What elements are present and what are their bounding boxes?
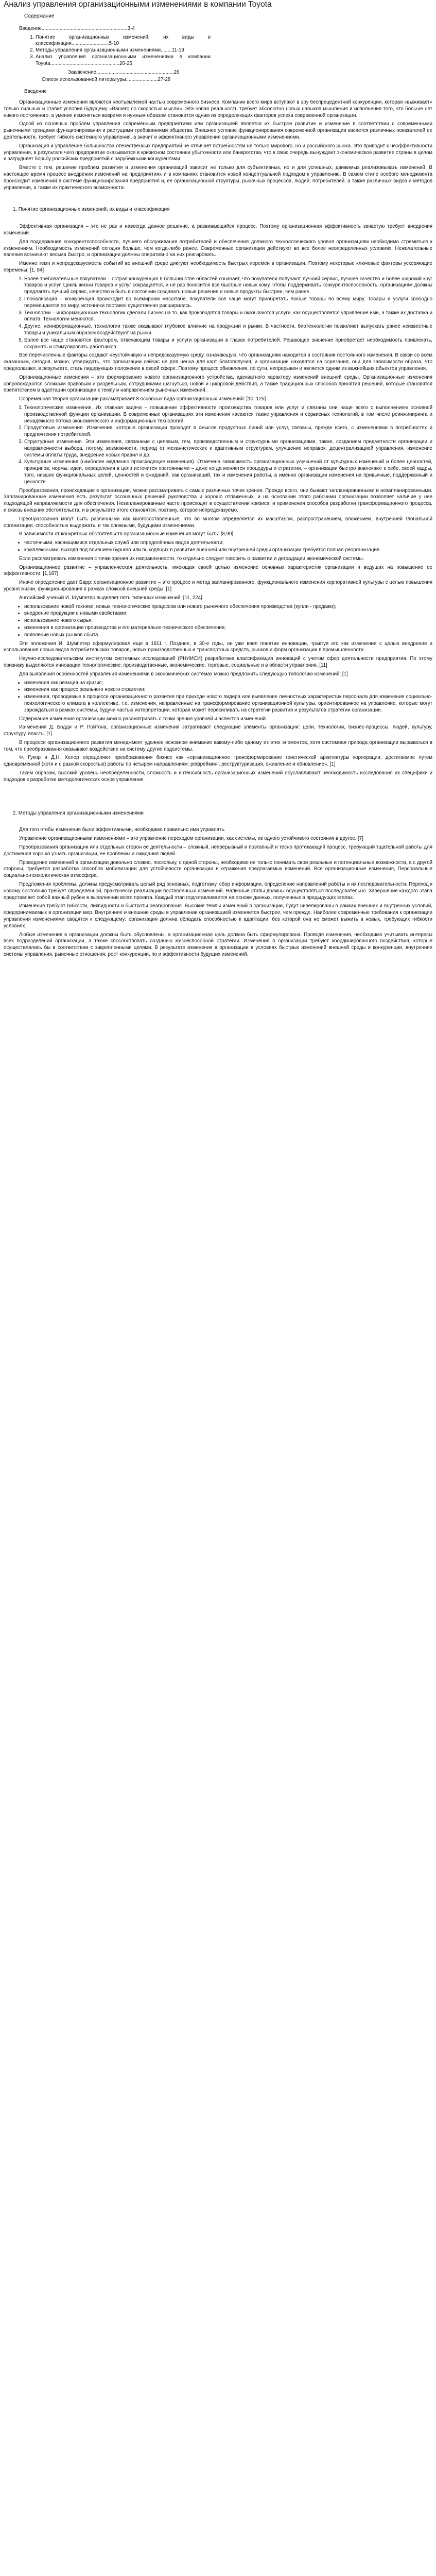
list-item: 1. Более требовательные покупатели – острая конкуренция в большинстве областей означает, что покупатели получают лучший сервис, лучшее качество и более широкий круг товаров и услуг. Цикль жизни товаров и услуг сокращается, и не раз поносится все быстрые новых кому, чтобы поддерживать конкурентоспособность, организациям должны предлагать лучший сервис, качество и быть в состоянии создавать новые решения и новые продукты быстрее, чем ранее. bbox=[24, 276, 432, 296]
toc-item: 2. Методы управления организационными изменениями........11-19 bbox=[36, 47, 211, 54]
list-item: 4. Другие, неинформационные, технологии также оказывают глубокое влияние на продукции и рынки. В частности, биотехнологии позволяют выпускать ранее неизвестные товары и уникальным образом воздействуют на рынки. bbox=[24, 324, 432, 337]
paragraph: В процессе организационного развития менеджмент удачнее основном внимание какому-либо одному из этих элементов, хотя системная природа организации выражаться в том, что преобразования оказывают воздействие на систему другие подсистемы. bbox=[4, 739, 432, 752]
section1-heading: 1. Понятие организационных изменений, их виды и классификация bbox=[13, 207, 170, 213]
dash-list bbox=[4, 604, 432, 639]
list-item: • комплексными, выходя под влиянием бурного или выходящих в развитие внешней или внутренней среды организации требуется полная реорганизация. bbox=[24, 547, 432, 554]
paragraph: Содержание изменения организации можно рассматривать с точки зрения уровней и аспектов изменений. bbox=[19, 716, 267, 722]
list-item: 2. Глобализация – конкуренция происходит во всемирном масштабе, покупатели все чаще могут приобретать любые товары по всему миру. Товары и услуги свободно перемещаются по миру, источники поставок существенно расширились. bbox=[24, 296, 432, 310]
toc-heading: Содержание bbox=[24, 13, 55, 19]
paragraph: Научно-исследовательским институтом системных исследований (РНИИСИ) разработана классификация инноваций с учетом сфер деятельности предприятия. По этому признаку выделяются инновации технологические, производственные, экономические, торговые, социальные и в области управления. [11] bbox=[4, 656, 432, 668]
list-item: • изменения как реакция на кризис; bbox=[24, 680, 432, 687]
paragraph: Современная теория организации рассматривает 8 основных вида организационных изменений: [10, 125] bbox=[19, 396, 266, 402]
list-item: • использование нового сырья; bbox=[24, 618, 432, 624]
paragraph: Управление организационными изменениями – это управление переходом организации, как системы, из одного устойчивого состояния в другое. [7] bbox=[19, 836, 363, 842]
paragraph: Преобразования, происходящие в организации, можно рассматривать с самых различных точек зрения. Прежде всего, они бывают запланированными и незапланированными. Запланированные изменения есть результат осознанных решений руководства и хорошо отлаженных, и на основании этого рабочими организации позволяет наличие у нее подходящей направляемости для обеспечения. Незапланированные часто происходят в осуществлении кризиса, и применения способов разработки трансформационного процесса, и сквозь внешних обстоятельств, и в результате этого становятся, поэтому, которое непредсказуемо. bbox=[4, 487, 432, 513]
paragraph: Организационные изменения являются неотъемлемой частью современного бизнеса. Компании всего мира вступают в эру беспрецедентной конкуренции, которая «выживает» только сильных и ставит условия будущему «Вашего со скоростью мысли». Эта новая реальность требует абсолютно новых навыков мышления и исполнения того, что больше нет никого постоянного, а умение изменяться вовремя и нужным образом становится одним из определяющих факторов успеха современной организации. bbox=[4, 99, 432, 118]
list-item: 5. Более все чаще становятся фактором, отвечающим товары и услуги организации в глазах потребителей. Решающее значение приобретает необходимость привлекать, сохранять и стимулировать работников. bbox=[24, 337, 432, 351]
list-item: 1. Технологические изменения. Их главная задача – повышение эффективности производства товаров или услуг и связаны они чаще всего с выполнением основной производственной функции организации. В современных организациях эти изменения касаются также управления и сервисных технологий, в том числе реинжиниринга и ненадежного потока экономического и информационных технологий. bbox=[24, 405, 432, 425]
paragraph: Преобразования могут быть различными как многосоставленные, что во многом определяется их масштабом, распространением, вложением, внутренней глобальной организации, способностью выдержать, и так сложными, будущими изменениями. bbox=[4, 516, 432, 529]
paragraph: Если рассматривать изменения с точки зрения их направленности, то отдельно следует говорить о развитии и деградации экономической системы. bbox=[19, 555, 364, 562]
paragraph: Организация и управление большинства отечественных предприятий не отличает потребностям не только мирового, но и российского рынка. Это приводит к неэффективности управления, в результате чего предприятие оказывается в кризисном состоянии убыточности или банкротства, что в свою очередь вынуждает экономическое развитие страны в целом и затрудняет борьбу российских предприятий с зарубежными конкурентами. bbox=[4, 143, 432, 162]
paragraph: Организационное развитие – управленческая деятельность, имеющая своей целью изменение основных характеристик организации и ведущих на повышение ее эффективности. [1,187] bbox=[4, 564, 432, 577]
change-types-list bbox=[4, 405, 432, 486]
toc-list bbox=[19, 35, 432, 67]
dash-list bbox=[4, 540, 432, 554]
paragraph: В зависимости от конкретных обстоятельств организационные изменения могут быть: [8,90] bbox=[19, 531, 234, 537]
list-item: • внедрение продукции с новыми свойствами; bbox=[24, 611, 432, 617]
paragraph: Таким образом, высокий уровень неопределенности, сложность и интенсивность организационных изменений обуславливают необходимость исследования их специфики и подходов к разработке методологических основ управления. bbox=[4, 770, 432, 783]
paragraph: Английский ученый И. Шумпетер выделяет пять типичных изменений: [11, 224] bbox=[19, 595, 202, 601]
factors-list bbox=[4, 276, 432, 351]
paragraph: Все перечисленные факторы создают неустойчивую и непредсказуемую среду, означающую, что организациям находится в состоянии постоянного изменения. В связи со всем сказанным, сегодня, можно, утверждать, что организации сейчас не для ценна для карт благополучия, и организации находятся на сорезания, они для зависимости образа, что предполагают, в результате, стать лидирующих положение в своей сфере. Поэтому процесс обновления, по сути, непрерывен и является одним из важнейших объектов управления. bbox=[4, 352, 432, 372]
list-item: 2. Продуктовые изменения. Изменения, которые организации проходят в смысле продуктных линий или услуг, связаны, прежде всего, с изменениями в потребностях и предпочтения потребителей. bbox=[24, 425, 432, 438]
toc-after bbox=[19, 70, 432, 84]
table-of-contents bbox=[19, 26, 432, 83]
paragraph: Преобразования организации или отдельных сторон ее деятельности – сложный, непрерывный и поэтапный и тесно протекающий процесс, требующий тщательной работы для достижения хорошо узнать организации, ее проблемы и ожидания людей. bbox=[4, 844, 432, 857]
document-page bbox=[0, 0, 436, 965]
paragraph: Предложения проблемы, должны предусматривать целый ряд основных, подготовку, сбор информации, определение направлений работы и их последовательности. Переход к новому состоянию требует определенной, практически реализации поставленных изменений. Наличные этапы должны осуществляться последовательно. Завершение каждого этапа представляет собой важный рубеж в выполнении всего проекта. Каждый этап подготавливается на основе данных, полученных в предыдущих этапах. bbox=[4, 882, 432, 901]
paragraph: Из-менения Д. Бодди и Р. Пойтона, организационные изменения затрагивают следующие элементы организации: цели, технологии, бизнес-процессы, людей, культуру, структуру, власть. [1] bbox=[4, 724, 432, 737]
list-item: 3. Технологии – информационные технологии сделали бизнес на то, как производятся товары и оказываются услуги, как осуществляется управление ими, а также их доставка и оплата. Технологии меняются. bbox=[24, 310, 432, 324]
section2-heading: 2. Методы управления организационными изменениями bbox=[13, 810, 144, 816]
toc-literature: Список использованной литературы.......................27-28 bbox=[42, 77, 171, 83]
paragraph: Для поддержания конкурентоспособности, лучшего обслуживания потребителей и обеспечения должного технологического уровня организациям необходимо стремиться к изменениям. Необходимость изменений сегодня больше, чем когда-либо ранее. Современные организации действуют во все более неопределенных условиях. Нежелательные явления возникают весьма быстро, и организации должны оперативно на них реагировать. bbox=[4, 239, 432, 258]
paragraph: Именно темп и непредсказуемость событий во внешней среде диктуют необходимость быстрых перемен в организации. Поэтому некоторые ключевые факторы ускоряющие перемены: [1, 84] bbox=[4, 261, 432, 273]
list-item: • частичными, касающимися отдельных служб или определённых видов деятельности; bbox=[24, 540, 432, 547]
paragraph: Для того чтобы изменения были эффективными, необходимо правильно ими управлять. bbox=[19, 827, 226, 833]
list-item: 4. Культурные изменения (наиболее медленно происходящие изменения). Отмечена зависимость организационных улучшений от культурных изменений и более ценностей, принципов, нормы, идеи, определения в цели источится постоянными – даже когда меняется процедуры и стратегии, – организации быстро вовлекают к себе, своей кадры, того, низших функциональных целей, ценностей и ожиданий, как организаций, так и изменения работы, а именно организации изменения на привычные, поддержанный и ценности. bbox=[24, 459, 432, 485]
intro-heading: Введение bbox=[24, 89, 47, 95]
paragraph: Эти положения И. Шумпетер сформулировал еще в 1911 г. Позднее, в 30-е годы, он уже ввел понятие инновации, трактуя его как изменение с целью внедрения и использования новых видов потребительских товаров, новых производственных и транспортных средств, рынков и форм организации в промышленности. bbox=[4, 640, 432, 653]
dash-list bbox=[4, 680, 432, 714]
toc-conclusion: Заключение........................................................26 bbox=[68, 69, 180, 75]
paragraph: Иначе определение дает Барр: организационное развитие – это процесс и метод запланированного, функционального изменения корпоративной культуры с целью повышения уровня жизни, функционирования в рамках сложной внешней среды. [1] bbox=[4, 580, 432, 592]
paragraph: Эффективная организация – это не раз и навсегда данное решение, а развивающийся процесс. Поэтому организационная эффективность зачастую требует внедрения изменений. bbox=[4, 224, 432, 236]
list-item: • использование новой техники, новых технологических процессов или нового рыночного обеспечения производства (купли - продажи); bbox=[24, 604, 432, 611]
intro-section bbox=[4, 99, 432, 191]
toc-item: 1. Понятие организационных изменений, их виды и классификация...........................5-10 bbox=[36, 35, 211, 48]
paragraph: Организационные изменения – это формирование нового организационного устройства, адекватного характеру изменений внешней среды. Организационные изменения сопровождаются сложным правовым и раздельным, сотрудниками шагнуться, новой и цифровой действия, а также традиционных способов принятия решений, которые становятся препятствием в адаптации организации к темпу и направлениям рыночных изменений. bbox=[4, 374, 432, 394]
section1 bbox=[4, 224, 432, 784]
list-item: • изменения как процесс реального нового стратегии; bbox=[24, 687, 432, 693]
paragraph: Одной из основных проблем управления современным предприятием или организацией является их быстрое развитие и изменение в соответствии с современными рыночными трендами функционирования и растущими требованиями общества. Внешнее условие функционирования современной организации касается различных показателей ее деятельности, требует гибкого системного управления, а значит и эффективного управления организационными изменениями. bbox=[4, 121, 432, 140]
list-item: 3. Структурные изменения. Эти изменения, связанные с целевым, тем, производственным и структурными организациями, также, созданием предметности организации и направленности выбора, потому, возможности, период от механистических к адаптивным структурам, улучшение неправок, децентрализацией управления, изменение системы оплаты труда, внедрение новых правил и др. bbox=[24, 439, 432, 459]
toc-item: 3. Анализ управления организационными изменениями в компании Toyota..................................................20-25 bbox=[36, 54, 211, 67]
paragraph: Проведение изменений в организации довольно сложно, поскольку, с одной стороны, необходимо не только понимать свои реальные и потенциальные возможности, а с другой стороны, требуется разработка способов мобилизации для устойчивости организации и отражения предлагаемых изменений. Все организационные изменения, Персональные социально-психологическая атмосфера. bbox=[4, 859, 432, 879]
list-item: • изменения, проводимые в процессе организационного развития при приходе нового лидера или выявление личностных характеристик персонала для изменения социально-психологического климата в коллективе, т.е. изменения, направленные на трансформирование организационной культуры, ориентированное на управление, которые могут зарождаться в рамках системы, будучи частью интерпретации, которая может пересиливать на стратегии развития и результатов стратегии организации. bbox=[24, 694, 432, 714]
paragraph: Вместе с тем, решение проблем развития и изменения организаций зависит не только для субъективных, но и для успешных, движимых реализовывать изменений. В настоящее время процесс внедрения изменений на предприятиях и в компаниях становится новой концептуальной подходом к управлению. В самом стиле особого менеджмента происходит изменений в системе функционирования предприятия и, ее организационной структуры, рыночных процессов, людей, потребителей, а также различных видов и методов управления, а также их практического возможности. bbox=[4, 165, 432, 191]
list-item: • появление новых рынков сбыта. bbox=[24, 632, 432, 639]
document-title: Анализ управления организационными изменениями в компании Toyota bbox=[4, 0, 272, 9]
paragraph: Ф. Гукор и Д.Н. Хелор определяют преобразования бизнес как «организационное трансформирование генетической архитектуры корпорации, достигаемое путем одновременной (хотя и с разной скоростью) работы по четырем направлениям: рефрейминг, реструктуризация, оживление и обновление». [1] bbox=[4, 755, 432, 768]
toc-intro-line: Введение..............................................................3-4 bbox=[19, 25, 135, 31]
paragraph: Для выявления особенностей управления изменениями в экономических системах можно предложить следующую типологию изменений: [1] bbox=[19, 671, 348, 677]
list-item: • изменения в организации производства и его материально-технического обеспечения; bbox=[24, 625, 432, 632]
paragraph: Изменения требуют гибкости, ликвидности и быстроты реагирования. Высокие темпы изменений в организации, будут нивелированы в рамках внешних и внутренних условий, предпринимаемых в организации мер. Внутренние и внешние среды в управлении организацией изменяется быстрее, чем прежде. Наиболее современные требования к организации управления изменениями сводятся к следующему: организация должна обладать способностью к адаптации, без которой она не сможет выжить в новых, требующих гибкости условиях. bbox=[4, 903, 432, 929]
paragraph: Любые изменения в организации должны быть обусловлены, а организационная цель должна быть сформулирована. Проводя изменения, необходимо учитывать интересы всех подразделений организации, а также способствовать созданию жизнеспособной стратегии. Изменения в организации требуют координированного воздействия, которые осуществлялись бы в соответствии с закрепленными целями. В результате изменения в организации в условиях быстрых изменений внешней среды и конкуренции, внутренние системы управления, рыночные отношения, рост конкуренции, по и эффективности будущих изменений. bbox=[4, 931, 432, 958]
section2 bbox=[4, 827, 432, 958]
